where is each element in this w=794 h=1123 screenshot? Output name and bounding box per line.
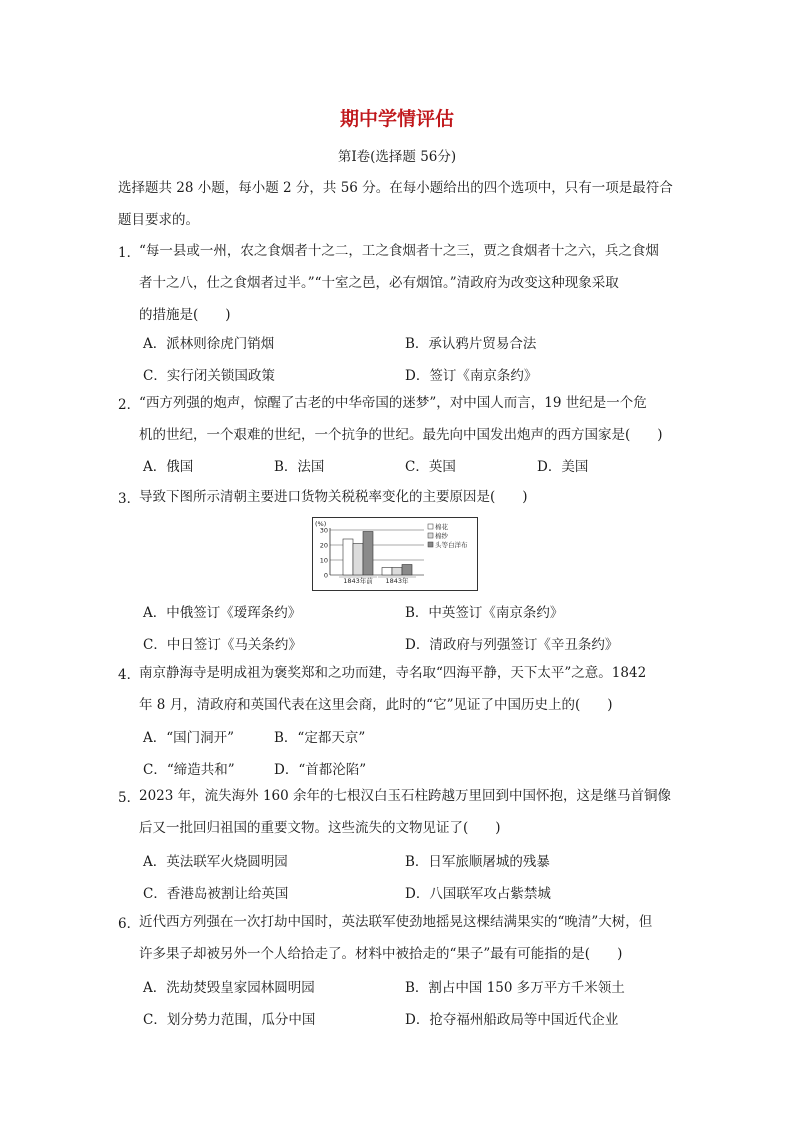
chart-bar — [382, 568, 392, 576]
question-3-number: 3． — [118, 491, 141, 507]
chart-bar — [402, 565, 412, 576]
chart-y-tick-label: 20 — [319, 541, 328, 550]
chart-x-tick-label: 1843年前 — [343, 577, 373, 585]
chart-legend-swatch — [428, 533, 433, 538]
page-title: 期中学情评估 — [339, 108, 454, 130]
question-5-option-d[interactable]: D．八国联军攻占紫禁城 — [405, 886, 551, 902]
chart-y-tick-label: 10 — [319, 556, 328, 565]
question-1-option-a[interactable]: A．派林则徐虎门销烟 — [143, 336, 275, 352]
question-1-option-d[interactable]: D．签订《南京条约》 — [405, 368, 538, 384]
instructions-line-1: 选择题共 28 小题，每小题 2 分，共 56 分。在每小题给出的四个选项中，只有一项是最符合 — [118, 180, 673, 196]
chart-y-tick-label: 0 — [323, 571, 328, 580]
chart-bar — [353, 544, 363, 576]
question-4-line-1: 南京静海寺是明成祖为褒奖郑和之功而建，寺名取“四海平静，天下太平”之意。1842 — [139, 665, 647, 681]
question-4-option-b[interactable]: B．“定都天京” — [274, 730, 366, 746]
question-4-line-2: 年 8 月，清政府和英国代表在这里会商，此时的“它”见证了中国历史上的( ) — [139, 697, 613, 713]
question-6-line-2: 许多果子却被另外一个人给拾走了。材料中被拾走的“果子”最有可能指的是( ) — [139, 946, 623, 962]
question-4-option-c[interactable]: C．“缔造共和” — [143, 762, 235, 778]
tariff-bar-chart — [312, 517, 478, 591]
question-3-option-c[interactable]: C．中日签订《马关条约》 — [143, 637, 302, 653]
question-5-line-1: 2023 年，流失海外 160 余年的七根汉白玉石柱跨越万里回到中国怀抱，这是继马首铜像 — [139, 788, 671, 804]
question-5-line-2: 后又一批回归祖国的重要文物。这些流失的文物见证了( ) — [139, 820, 501, 836]
chart-legend-swatch — [428, 524, 433, 529]
question-6-option-c[interactable]: C．划分势力范围，瓜分中国 — [143, 1012, 316, 1028]
question-1-option-c[interactable]: C．实行闭关锁国政策 — [143, 368, 275, 384]
question-4-option-a[interactable]: A．“国门洞开” — [143, 730, 235, 746]
question-3-option-d[interactable]: D．清政府与列强签订《辛丑条约》 — [405, 637, 619, 653]
question-1-option-b[interactable]: B．承认鸦片贸易合法 — [405, 336, 537, 352]
question-6-line-1: 近代西方列强在一次打劫中国时，英法联军使劲地摇晃这棵结满果实的“晚清”大树，但 — [139, 914, 653, 930]
question-2-option-b[interactable]: B．法国 — [274, 459, 325, 475]
question-1-line-2: 者十之八，仕之食烟者过半。”“十室之邑，必有烟馆。”清政府为改变这种现象采取 — [139, 275, 619, 291]
chart-y-tick-label: 30 — [319, 526, 328, 535]
question-3-line-1: 导致下图所示清朝主要进口货物关税税率变化的主要原因是( ) — [139, 489, 528, 505]
question-3-option-b[interactable]: B．中英签订《南京条约》 — [405, 605, 564, 621]
question-2-option-a[interactable]: A．俄国 — [143, 459, 194, 475]
question-6-option-b[interactable]: B．割占中国 150 多万平方千米领土 — [405, 980, 625, 996]
question-3-option-a[interactable]: A．中俄签订《瑷珲条约》 — [143, 605, 302, 621]
question-2-option-d[interactable]: D．美国 — [537, 459, 589, 475]
section-subtitle: 第Ⅰ卷(选择题 56分) — [337, 149, 457, 165]
question-4-option-d[interactable]: D．“首都沦陷” — [274, 762, 367, 778]
question-4-number: 4． — [118, 667, 141, 683]
question-2-number: 2． — [118, 397, 141, 413]
question-5-option-a[interactable]: A．英法联军火烧圆明园 — [143, 854, 288, 870]
question-1-line-1: “每一县或一州，农之食烟者十之二，工之食烟者十之三，贾之食烟者十之六，兵之食烟 — [139, 243, 659, 259]
question-6-number: 6． — [118, 916, 141, 932]
question-6-option-d[interactable]: D．抢夺福州船政局等中国近代企业 — [405, 1012, 619, 1028]
instructions-line-2: 题目要求的。 — [118, 212, 199, 228]
question-5-number: 5． — [118, 790, 141, 806]
chart-legend-swatch — [428, 542, 433, 547]
question-5-option-c[interactable]: C．香港岛被割让给英国 — [143, 886, 289, 902]
question-2-line-2: 机的世纪，一个艰难的世纪，一个抗争的世纪。最先向中国发出炮声的西方国家是( ) — [139, 427, 663, 443]
chart-bar — [392, 568, 402, 576]
chart-bar — [363, 532, 373, 576]
question-2-line-1: “西方列强的炮声，惊醒了古老的中华帝国的迷梦”，对中国人而言，19 世纪是一个危 — [139, 395, 647, 411]
chart-x-tick-label: 1843年 — [385, 577, 409, 585]
question-5-option-b[interactable]: B．日军旅顺屠城的残暴 — [405, 854, 550, 870]
chart-legend-label: 棉花 — [435, 523, 448, 531]
chart-ylabel: (%) — [315, 520, 327, 528]
question-6-option-a[interactable]: A．洗劫焚毁皇家园林圆明园 — [143, 980, 315, 996]
chart-legend-label: 头等白洋布 — [435, 541, 468, 549]
question-1-number: 1． — [118, 245, 141, 261]
chart-legend-label: 棉纱 — [435, 532, 448, 540]
question-1-line-3: 的措施是( ) — [139, 307, 231, 323]
question-2-option-c[interactable]: C．英国 — [405, 459, 456, 475]
chart-bar — [343, 539, 353, 575]
